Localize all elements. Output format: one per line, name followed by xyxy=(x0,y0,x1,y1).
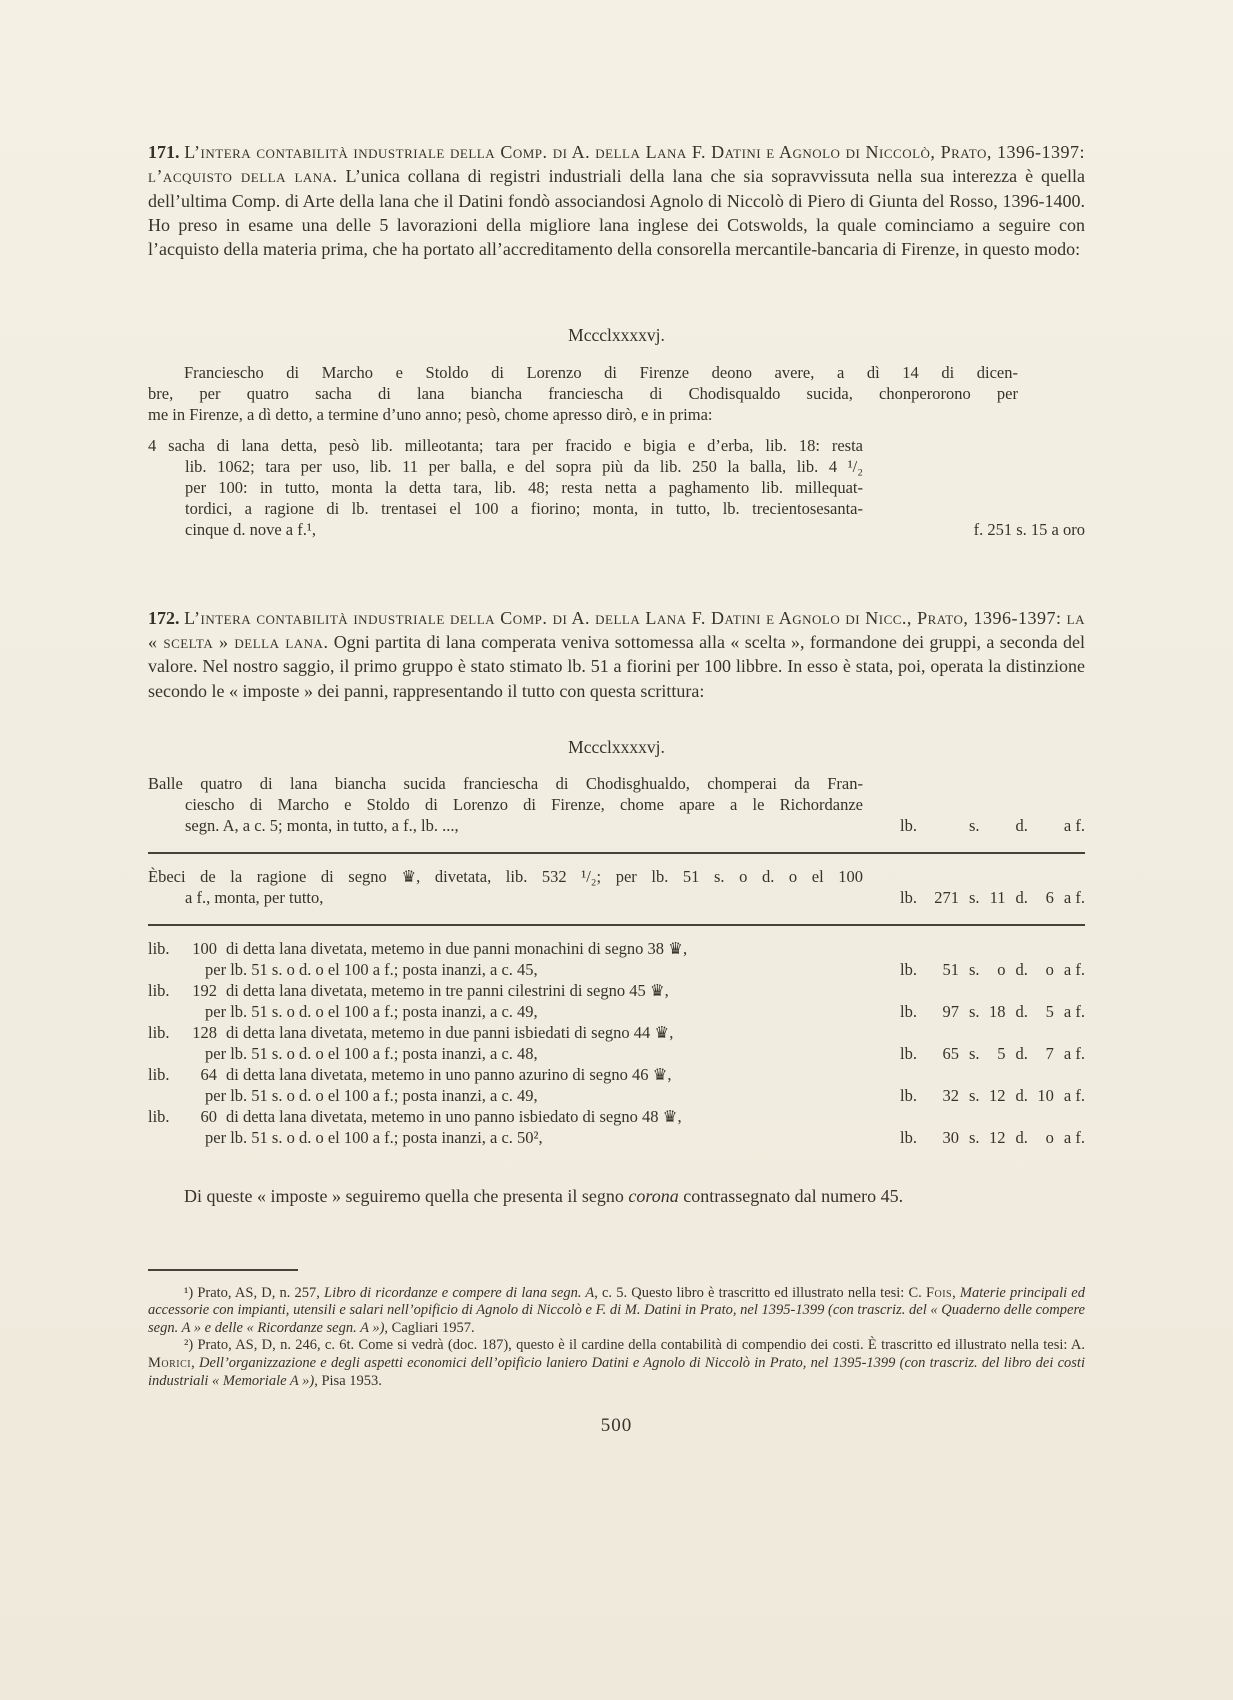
table-row-amount xyxy=(863,1043,1085,1064)
amount-columns xyxy=(900,887,1085,908)
table-ebeci-row xyxy=(148,866,1085,908)
af-label: a f. xyxy=(1063,960,1085,980)
lb-value: 51 xyxy=(942,960,959,980)
lib-quantity: 192 xyxy=(192,981,217,1001)
section-171-paragraph xyxy=(148,140,1085,261)
table-row-line1 xyxy=(148,980,863,1001)
d-label: d. xyxy=(1015,1128,1028,1148)
footnote-separator xyxy=(148,1269,298,1271)
table-row-line1 xyxy=(148,1106,863,1127)
table-line: ciescho di Marcho e Stoldo di Lorenzo di Firenze, chome apare a le Richordanze xyxy=(185,795,863,815)
entry-171 xyxy=(148,435,1085,540)
table-row-line2: per lb. 51 s. o d. o el 100 a f.; posta inanzi, a c. 48, xyxy=(205,1044,538,1064)
table-opening-row xyxy=(148,773,1085,836)
entry-171-text xyxy=(148,435,863,540)
table-row-text xyxy=(148,980,863,1022)
section-172-paragraph xyxy=(148,606,1085,703)
closing-paragraph xyxy=(148,1184,1085,1208)
row-text: di detta lana divetata, metemo in uno panno isbiedato di segno 48 ♛, xyxy=(226,1107,682,1127)
table-row-line2: per lb. 51 s. o d. o el 100 a f.; posta inanzi, a c. 45, xyxy=(205,960,538,980)
lib-quantity: 64 xyxy=(200,1065,217,1085)
text-segment: ²) Prato, AS, D, n. 246, c. 6t. Come si vedrà (doc. 187), questo è il cardine della contabilità di compendio dei costi. È trascritto ed illustrato nella tesi: A. xyxy=(184,1337,1085,1354)
amount-columns xyxy=(900,1001,1085,1022)
s-label: s. xyxy=(969,816,980,836)
date-heading-171: Mccclxxxxvj. xyxy=(568,325,665,346)
section-172-heading: L’intera contabilità industriale della Comp. di A. della Lana F. Datini e Agnolo di Nicc., Prato, 1396-1397: la « scelta » della lana. xyxy=(148,607,1085,653)
table-row-text xyxy=(148,938,863,980)
row-text: di detta lana divetata, metemo in due panni monachini di segno 38 ♛, xyxy=(226,939,688,959)
lb-value: 65 xyxy=(942,1044,959,1064)
d-label: d. xyxy=(1015,1086,1028,1106)
section-171-number: 171. xyxy=(148,142,180,162)
footnotes xyxy=(148,1269,1085,1391)
text-segment: Fois xyxy=(925,1284,953,1301)
lib-quantity: 100 xyxy=(192,939,217,959)
d-value: o xyxy=(1045,960,1054,980)
lb-label: lb. xyxy=(900,960,917,980)
s-label: s. xyxy=(969,960,980,980)
lb-value: 30 xyxy=(942,1128,959,1148)
d-value: 6 xyxy=(1045,888,1054,908)
af-label: a f. xyxy=(1063,1044,1085,1064)
text-segment: , Pisa 1953. xyxy=(314,1372,382,1389)
lib-quantity: 128 xyxy=(192,1023,217,1043)
table-row xyxy=(148,980,1085,1022)
table-row-line1 xyxy=(148,1064,863,1085)
amount-columns-header xyxy=(900,815,1085,836)
af-label: a f. xyxy=(1063,816,1085,836)
date-heading-172: Mccclxxxxvj. xyxy=(568,736,665,757)
table-row-text xyxy=(148,1064,863,1106)
table-line: Balle quatro di lana biancha sucida franciescha di Chodisghualdo, chomperai da Fran- xyxy=(148,774,863,794)
table-ebeci-amount xyxy=(863,887,1085,908)
table-row-text xyxy=(148,1106,863,1148)
table-line: Èbeci de la ragione di segno ♛, divetata, lib. 532 ¹/₂; per lb. 51 s. o d. o el 100 xyxy=(148,867,863,887)
lb-label: lb. xyxy=(900,1086,917,1106)
table-row-amount xyxy=(863,1085,1085,1106)
lb-value: 32 xyxy=(942,1086,959,1106)
text-segment: Libro di ricordanze e compere di lana segn. A xyxy=(324,1284,595,1301)
text-segment: , c. 5. Questo libro è trascritto ed illustrato nella tesi: C. xyxy=(594,1284,926,1301)
s-value: 12 xyxy=(989,1086,1006,1106)
table-row-line2: per lb. 51 s. o d. o el 100 a f.; posta inanzi, a c. 49, xyxy=(205,1002,538,1022)
section-171-body: L’unica collana di registri industriali della lana che sia sopravvissuta nella sua interezza è quella dell’ultima Comp. di Arte della lana che il Datini fondò associandosi Agnolo di Niccolò di Piero di Giunta del Rosso, 1396-1400. Ho preso in esame una delle 5 lavorazioni della migliore lana inglese dei Cotswolds, la quale cominciamo a seguire con l’acquisto della materia prima, che ha portato all’accreditamento della consorella mercantile-bancaria di Firenze, in questo modo: xyxy=(148,166,1085,260)
table-row-text xyxy=(148,1022,863,1064)
table-rule xyxy=(148,924,1085,926)
text-segment: ¹) Prato, AS, D, n. 257, xyxy=(184,1284,325,1301)
intro-line: bre, per quatro sacha di lana biancha franciescha di Chodisqualdo sucida, chonperorono per xyxy=(148,383,1018,403)
table-opening-text xyxy=(148,773,863,836)
row-text: di detta lana divetata, metemo in due panni isbiedati di segno 44 ♛, xyxy=(226,1023,674,1043)
d-label: d. xyxy=(1015,960,1028,980)
s-label: s. xyxy=(969,1086,980,1106)
text-segment: corona xyxy=(628,1186,679,1207)
table-row xyxy=(148,1064,1085,1106)
amount-oro: f. 251 s. 15 a oro xyxy=(973,519,1085,539)
text-segment: Materie principali ed accessorie con impianti, utensili e salari nell’opificio di Agnolo di Niccolò e F. di M. Datini in Prato, nel 1395-1399 (con trascriz. del « Quaderno delle compere segn. A » e delle « Ricordanze segn. A ») xyxy=(148,1284,1085,1336)
lb-value: 271 xyxy=(934,888,959,908)
s-label: s. xyxy=(969,888,980,908)
lib-label: lib. xyxy=(148,939,170,959)
s-value: 5 xyxy=(997,1044,1006,1064)
lb-label: lb. xyxy=(900,888,917,908)
text-segment: Di queste « imposte » seguiremo quella che presenta il segno xyxy=(184,1186,629,1207)
page-number: 500 xyxy=(600,1415,633,1437)
entry-line: per 100: in tutto, monta la detta tara, lib. 48; resta netta a paghamento lib. millequat- xyxy=(185,477,863,497)
lb-value: 97 xyxy=(942,1002,959,1022)
d-value: 5 xyxy=(1045,1002,1054,1022)
d-label: d. xyxy=(1015,1002,1028,1022)
af-label: a f. xyxy=(1063,888,1085,908)
footnote-1 xyxy=(148,1285,1085,1338)
lib-label: lib. xyxy=(148,1065,170,1085)
amount-columns xyxy=(900,1085,1085,1106)
page-content xyxy=(148,140,1085,1438)
af-label: a f. xyxy=(1063,1128,1085,1148)
row-text: di detta lana divetata, metemo in uno panno azurino di segno 46 ♛, xyxy=(226,1065,672,1085)
table-rule xyxy=(148,852,1085,854)
text-segment: Dell’organizzazione e degli aspetti economici dell’opificio laniero Datini e Agnolo di Niccolò in Prato, nel 1395-1399 (con trascriz. del libro dei costi industriali « Memoriale A ») xyxy=(148,1354,1085,1389)
text-segment: , Cagliari 1957. xyxy=(384,1319,475,1336)
lib-quantity: 60 xyxy=(200,1107,217,1127)
lb-label: lb. xyxy=(900,1128,917,1148)
entry-171-amount xyxy=(863,519,1085,540)
amount-columns xyxy=(900,959,1085,980)
s-label: s. xyxy=(969,1044,980,1064)
entry-line: lib. 1062; tara per uso, lib. 11 per balla, e del sopra più da lib. 250 la balla, lib. 4 ¹/₂ xyxy=(185,456,863,476)
lib-label: lib. xyxy=(148,981,170,1001)
d-value: o xyxy=(1045,1128,1054,1148)
lb-label: lb. xyxy=(900,1044,917,1064)
text-segment: contrassegnato dal numero 45. xyxy=(678,1186,904,1207)
table-row-amount xyxy=(863,1001,1085,1022)
table-row xyxy=(148,1022,1085,1064)
lb-label: lb. xyxy=(900,1002,917,1022)
table-row xyxy=(148,938,1085,980)
s-value: 18 xyxy=(989,1002,1006,1022)
table-row-line2: per lb. 51 s. o d. o el 100 a f.; posta inanzi, a c. 49, xyxy=(205,1086,538,1106)
lb-label: lb. xyxy=(900,816,917,836)
scrittura-table xyxy=(148,773,1085,1148)
entry-line: cinque d. nove a f.¹, xyxy=(185,519,316,539)
d-value: 7 xyxy=(1045,1044,1054,1064)
transcription-intro-171 xyxy=(148,362,1018,425)
table-line: a f., monta, per tutto, xyxy=(185,888,324,908)
d-label: d. xyxy=(1015,888,1028,908)
table-row-amount xyxy=(863,959,1085,980)
intro-line: me in Firenze, a dì detto, a termine d’uno anno; pesò, chome apresso dirò, e in prima: xyxy=(148,404,713,424)
section-171-heading: L’intera contabilità industriale della Comp. di A. della Lana F. Datini e Agnolo di Niccolò, Prato, 1396-1397: l’acquisto della lana. xyxy=(148,142,1086,187)
table-row xyxy=(148,1106,1085,1148)
d-label: d. xyxy=(1015,816,1028,836)
table-row-amount xyxy=(863,1127,1085,1148)
s-value: o xyxy=(997,960,1006,980)
s-label: s. xyxy=(969,1002,980,1022)
text-segment: , xyxy=(191,1354,199,1371)
intro-line: Franciescho di Marcho e Stoldo di Lorenzo di Firenze deono avere, a dì 14 di dicen- xyxy=(184,362,1018,382)
s-value: 11 xyxy=(989,888,1006,908)
amount-columns xyxy=(900,1127,1085,1148)
amount-columns xyxy=(900,1043,1085,1064)
d-value: 10 xyxy=(1037,1086,1054,1106)
footnote-2 xyxy=(148,1337,1085,1390)
table-line: segn. A, a c. 5; monta, in tutto, a f., lb. ..., xyxy=(185,816,459,836)
af-label: a f. xyxy=(1063,1002,1085,1022)
section-172-number: 172. xyxy=(148,607,180,628)
table-opening-amount xyxy=(863,815,1085,836)
table-row-line1 xyxy=(148,938,863,959)
af-label: a f. xyxy=(1063,1086,1085,1106)
section-172-body: Ogni partita di lana comperata veniva sottomessa alla « scelta », formandone dei gruppi, a seconda del valore. Nel nostro saggio, il primo gruppo è stato stimato lb. 51 a fiorini per 100 libbre. In esso è stata, poi, operata la distinzione secondo le « imposte » dei panni, rappresentando il tutto con questa scrittura: xyxy=(148,632,1085,701)
entry-line: 4 sacha di lana detta, pesò lib. milleotanta; tara per fracido e bigia e d’erba, lib. 18: resta xyxy=(148,435,863,455)
table-row-line1 xyxy=(148,1022,863,1043)
lib-label: lib. xyxy=(148,1107,170,1127)
text-segment: Morici xyxy=(148,1354,192,1371)
table-ebeci-text xyxy=(148,866,863,908)
d-label: d. xyxy=(1015,1044,1028,1064)
row-text: di detta lana divetata, metemo in tre panni cilestrini di segno 45 ♛, xyxy=(226,981,669,1001)
entry-line: tordici, a ragione di lb. trentasei el 100 a fiorino; monta, in tutto, lb. trecientosesanta- xyxy=(185,498,863,518)
table-row-line2: per lb. 51 s. o d. o el 100 a f.; posta inanzi, a c. 50², xyxy=(205,1128,543,1148)
s-label: s. xyxy=(969,1128,980,1148)
s-value: 12 xyxy=(989,1128,1006,1148)
lib-label: lib. xyxy=(148,1023,170,1043)
text-segment: , xyxy=(952,1284,960,1301)
